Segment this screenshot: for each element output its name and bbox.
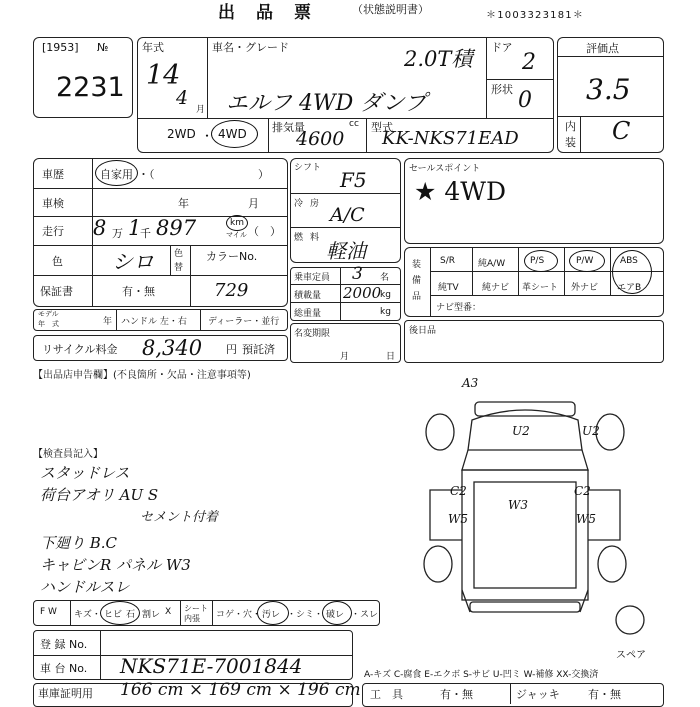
shape-label: 形状 bbox=[491, 83, 513, 96]
inspector-note-2: 荷台アオリ AU S bbox=[40, 486, 159, 504]
history-private: 自家用 bbox=[100, 168, 133, 181]
year-label: 年式 bbox=[142, 41, 164, 54]
chassis-value: NKS71E-7001844 bbox=[120, 654, 303, 678]
lot-number: 2231 bbox=[56, 72, 125, 103]
equip-tv: 純TV bbox=[438, 283, 459, 293]
history-private-circle bbox=[95, 160, 138, 186]
mileage-man-digit: 8 bbox=[93, 216, 107, 240]
inspector-note-4: 下廻り B.C bbox=[40, 534, 118, 552]
sales-point-value: ★ 4WD bbox=[414, 177, 507, 206]
damage-a3: A3 bbox=[462, 376, 479, 390]
equip-navi: 純ナビ bbox=[482, 283, 510, 293]
drive-4wd: 4WD bbox=[218, 127, 247, 141]
month-value: 4 bbox=[176, 87, 189, 109]
equip-pw: P/W bbox=[576, 256, 594, 266]
inspector-note-6: ハンドルスレ bbox=[40, 578, 130, 596]
damage-c2: C2 bbox=[450, 484, 467, 498]
arrival-box bbox=[404, 320, 664, 363]
load-value: 2000 bbox=[343, 284, 382, 302]
equip-airbag: エアB bbox=[617, 283, 642, 293]
warranty-label: 保証書 bbox=[40, 285, 73, 298]
damage-w5-left: W5 bbox=[448, 512, 468, 526]
no-label: № bbox=[97, 41, 109, 54]
damage-legend: A-キズ C-腐食 E-エクボ S-サビ U-凹ミ W-補修 XX-交換済 bbox=[364, 670, 599, 680]
displacement-unit: cc bbox=[349, 119, 359, 129]
car-name-value: エルフ 4WD ダンプ bbox=[226, 91, 427, 116]
mileage-label: 走行 bbox=[42, 225, 64, 238]
recycle-label: リサイクル料金 bbox=[42, 343, 118, 356]
fuel-value: 軽油 bbox=[326, 239, 366, 263]
damage-u2-right: U2 bbox=[582, 424, 600, 438]
history-label: 車歴 bbox=[42, 168, 64, 181]
vehicle-damage-diagram bbox=[410, 380, 660, 640]
remarks-label: 【出品店申告欄】(不良箇所・欠品・注意事項等) bbox=[33, 370, 251, 381]
model-label: 型式 bbox=[371, 121, 393, 134]
color-code-value: 729 bbox=[214, 280, 249, 301]
handle-options: ハンドル 左・右 bbox=[121, 317, 187, 327]
month-unit: 月 bbox=[196, 105, 206, 115]
year-value: 14 bbox=[146, 60, 181, 91]
equip-abs: ABS bbox=[620, 256, 638, 266]
certificate-value: 166 cm × 169 cm × 196 cm bbox=[120, 680, 361, 700]
chassis-label: 車 台 No. bbox=[40, 662, 88, 675]
door-label: ドア bbox=[491, 41, 513, 54]
mileage-rest: 897 bbox=[156, 216, 197, 240]
color-code-label: カラーNo. bbox=[206, 250, 258, 263]
equip-sr: S/R bbox=[440, 256, 455, 266]
car-name-label: 車名・グレード bbox=[212, 41, 289, 54]
page-subtitle: （状態説明書） bbox=[352, 3, 429, 16]
color-value: シロ bbox=[112, 250, 154, 274]
door-value: 2 bbox=[522, 50, 536, 75]
capacity-value: 3 bbox=[352, 264, 363, 284]
mileage-sen-digit: 1 bbox=[128, 216, 142, 240]
damage-c2-right: C2 bbox=[574, 484, 591, 498]
drive-4wd-circle bbox=[211, 120, 258, 148]
damage-w3: W3 bbox=[508, 498, 528, 512]
page-title: 出 品 票 bbox=[218, 3, 313, 23]
inspector-note-1: スタッドレス bbox=[40, 464, 130, 482]
color-label: 色 bbox=[52, 255, 63, 268]
interior-value: C bbox=[612, 117, 631, 145]
interior-label-1: 内 bbox=[565, 120, 576, 133]
grade-value: 2.0T積 bbox=[404, 47, 473, 71]
shape-value: 0 bbox=[518, 88, 532, 113]
inspector-note-3: セメント付着 bbox=[140, 510, 219, 525]
displacement-label: 排気量 bbox=[272, 121, 305, 134]
rating-value: 3.5 bbox=[586, 73, 631, 106]
equip-alloy: 純A/W bbox=[478, 259, 506, 269]
damage-u2-left: U2 bbox=[512, 424, 530, 438]
damage-w5-right: W5 bbox=[576, 512, 596, 526]
equip-ext-navi: 外ナビ bbox=[571, 283, 599, 293]
spare-label: スペア bbox=[616, 650, 646, 661]
displacement-value: 4600 bbox=[296, 128, 345, 150]
equip-ps: P/S bbox=[530, 256, 545, 266]
serial-number: ＊1003323181＊ bbox=[486, 10, 585, 21]
year-bracket: [1953] bbox=[42, 41, 79, 54]
inspection-label: 車検 bbox=[42, 197, 64, 210]
inspector-label: 【検査員記入】 bbox=[33, 449, 103, 460]
shift-value: F5 bbox=[340, 168, 367, 192]
mileage-unit-km: km bbox=[230, 218, 244, 228]
aircon-value: A/C bbox=[330, 204, 365, 226]
registration-label: 登 録 No. bbox=[40, 638, 88, 651]
interior-label-2: 装 bbox=[565, 136, 576, 149]
dealer-options: ディーラー・並行 bbox=[208, 317, 280, 327]
inspector-note-5: キャビンR パネル W3 bbox=[40, 556, 191, 574]
rating-label: 評価点 bbox=[586, 42, 619, 55]
model-value: KK-NKS71EAD bbox=[382, 128, 519, 149]
drive-2wd: 2WD bbox=[167, 127, 196, 141]
warranty-options: 有・無 bbox=[122, 285, 155, 298]
equip-leather: 革シート bbox=[522, 283, 559, 293]
recycle-value: 8,340 bbox=[142, 336, 203, 360]
